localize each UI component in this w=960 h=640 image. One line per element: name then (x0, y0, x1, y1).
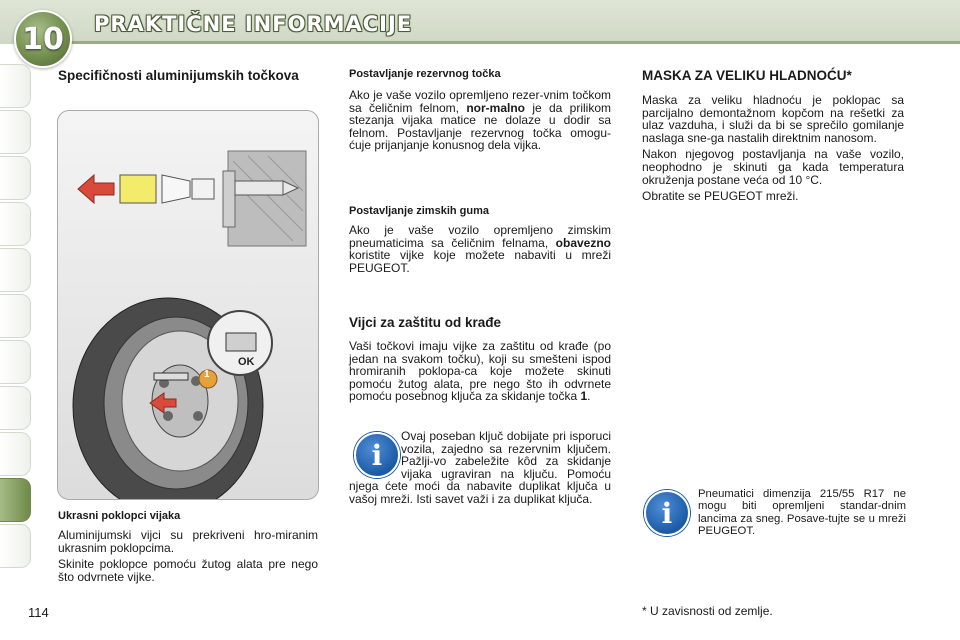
rezervni-text (349, 89, 611, 156)
footnote: * U zavisnosti od zemlje. (642, 604, 773, 618)
paragraph: Skinite poklopce pomoću žutog alata pre nego što odvrnete vijke. (58, 557, 318, 584)
page-number: 114 (28, 605, 49, 620)
subheading-ukrasni: Ukrasni poklopci vijaka (58, 510, 181, 522)
chapter-badge: 10 (14, 10, 72, 68)
side-tab[interactable] (0, 110, 31, 154)
zimske-text (349, 224, 611, 278)
paragraph: Nakon njegovog postavljanja na vaše vozilo, neophodno je skinuti ga kada temperatura okruženja postane veća od 10 °C. (642, 147, 904, 187)
info-note-tires: Pneumatici dimenzija 215/55 R17 ne mogu biti opremljeni standar-dnim lancima za sneg. Posave-tujte se u mreži PEUGEOT. (698, 488, 906, 537)
side-tab[interactable] (0, 248, 31, 292)
chapter-side-tabs (0, 64, 34, 574)
side-tab[interactable] (0, 64, 31, 108)
info-icon: i (644, 490, 690, 536)
paragraph: Ako je vaše vozilo opremljeno rezer-vnim točkom sa čeličnim felnom, nor-malno je da prilikom stezanja vijaka matice ne dolaze u dodir sa felnom. Postavljanje rezervnog točka omogu-ćuje prijanjanje konusnog dela vijka. (349, 88, 612, 153)
maska-text (642, 94, 904, 207)
side-tab[interactable] (0, 294, 31, 338)
callout-ok: OK (238, 356, 255, 368)
side-tab[interactable] (0, 202, 31, 246)
callout-key-1: 1 (204, 369, 210, 380)
vijci-text (349, 340, 611, 407)
side-tab-active[interactable] (0, 478, 31, 522)
side-tab[interactable] (0, 340, 31, 384)
wheel-illustration (57, 110, 319, 500)
paragraph: Obratite se PEUGEOT mreži. (642, 189, 799, 204)
info-note-key (349, 430, 611, 510)
side-tab[interactable] (0, 386, 31, 430)
header-rule (70, 41, 960, 44)
info-icon: i (354, 432, 400, 478)
side-tab[interactable] (0, 432, 31, 476)
subheading-rezervni: Postavljanje rezervnog točka (349, 68, 501, 80)
side-tab[interactable] (0, 156, 31, 200)
paragraph: Aluminijumski vijci su prekriveni hro-miranim ukrasnim poklopcima. (58, 528, 318, 555)
paragraph: Ako je vaše vozilo opremljeno zimskim pneumaticima sa čeličnim felnama, obavezno koristite vijke koje možete nabaviti u mreži PEUGEOT. (349, 223, 611, 275)
section-heading-maska: MASKA ZA VELIKU HLADNOĆU* (642, 68, 852, 83)
subheading-zimske: Postavljanje zimskih guma (349, 205, 489, 217)
paragraph: Maska za veliku hladnoću je poklopac sa parcijalno demontažnom kopčom na rešetki za ulaz vazduha, i služi da bi se sprečilo gomilanje naslaga sne-ga nastalih direktnim nanosom. (642, 93, 904, 145)
paragraph: Vaši točkovi imaju vijke za zaštitu od krađe (po jedan na svakom točku), koji su smešteni ispod hromiranih poklopa-ca koje možete skinuti pomoću žutog alata, pre nego što ih odvrnete pomoću posebnog ključa za skidanje točka 1. (349, 339, 611, 404)
paragraph: Ovaj poseban ključ dobijate pri isporuci vozila, zajedno sa rezervnim ključem. Pažlji-vo zabeležite kôd za skidanje vijaka ugraviran na ključu. Pomoću njega ćete moći da nabavite duplikat ključa u vašoj mreži. Isti savet važi i za duplikat ključa. (349, 429, 611, 506)
side-tab[interactable] (0, 524, 31, 568)
section-heading-vijci: Vijci za zaštitu od krađe (349, 315, 502, 330)
ukrasni-text (58, 529, 318, 587)
page-title: PRAKTIČNE INFORMACIJE (94, 12, 413, 36)
section-heading-aluminium: Specifičnosti aluminijumskih točkova (58, 68, 299, 83)
